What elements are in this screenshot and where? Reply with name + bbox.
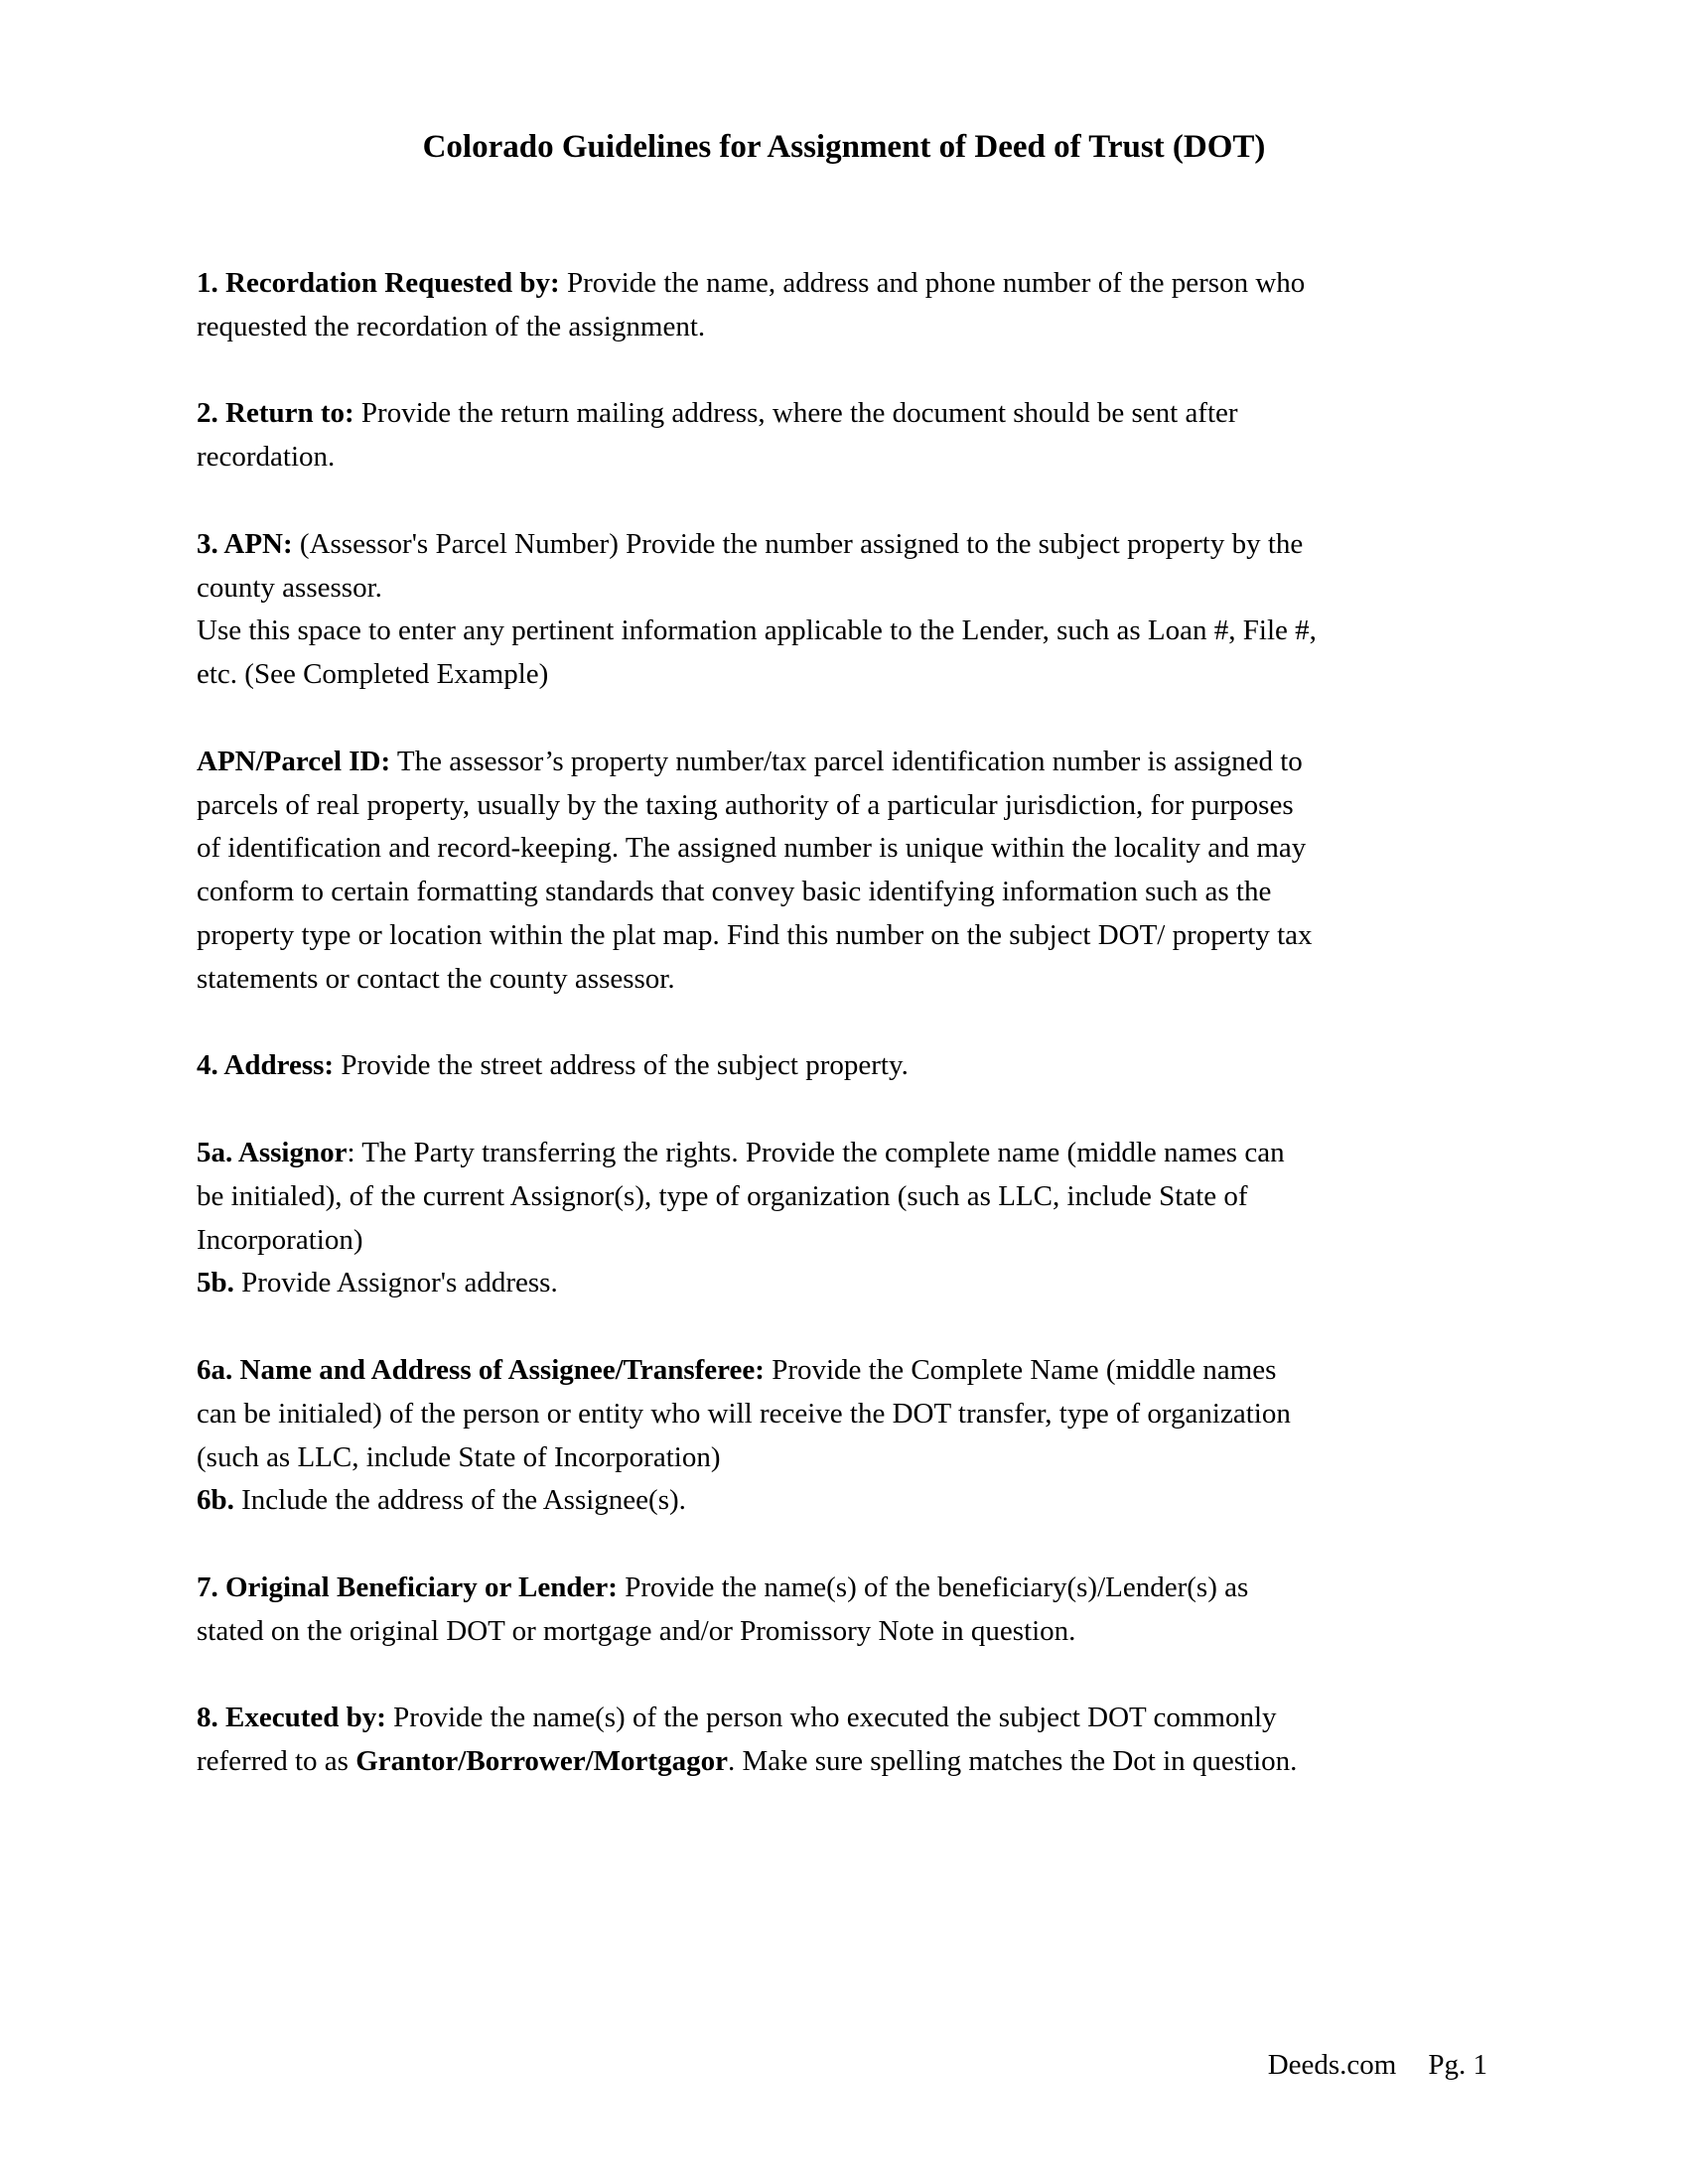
text-line bbox=[197, 1479, 1497, 1523]
body-text: (such as LLC, include State of Incorporation) bbox=[197, 1440, 721, 1473]
body-text: county assessor. bbox=[197, 571, 382, 604]
body-text: The assessor’s property number/tax parcel identification number is assigned to bbox=[390, 745, 1303, 777]
text-line bbox=[197, 1436, 1497, 1480]
bold-label: 2. Return to: bbox=[197, 397, 354, 430]
bold-label: 5b. bbox=[197, 1267, 234, 1299]
bold-label: 7. Original Beneficiary or Lender: bbox=[197, 1570, 618, 1603]
body-text: Provide the Complete Name (middle names bbox=[764, 1353, 1277, 1386]
text-line bbox=[197, 1349, 1497, 1393]
text-line bbox=[197, 827, 1497, 871]
bold-label: 6b. bbox=[197, 1484, 234, 1517]
text-line bbox=[197, 1175, 1497, 1219]
body-text: of identification and record-keeping. The assigned number is unique within the locality and may bbox=[197, 832, 1307, 865]
body-text: statements or contact the county assessor. bbox=[197, 962, 675, 995]
body-text: Incorporation) bbox=[197, 1223, 363, 1256]
section-original-beneficiary bbox=[197, 1567, 1497, 1654]
bold-label: 4. Address: bbox=[197, 1049, 335, 1082]
body-text: Provide the name, address and phone number of the person who bbox=[559, 267, 1306, 299]
text-line bbox=[197, 523, 1497, 567]
section-address bbox=[197, 1044, 1497, 1088]
text-line bbox=[197, 1044, 1497, 1088]
body-text: stated on the original DOT or mortgage and/or Promissory Note in question. bbox=[197, 1614, 1076, 1647]
document-body bbox=[197, 262, 1497, 1828]
text-line bbox=[197, 914, 1497, 958]
body-text: property type or location within the plat map. Find this number on the subject DOT/ property tax bbox=[197, 918, 1313, 951]
text-line bbox=[197, 1262, 1497, 1305]
section-assignee bbox=[197, 1349, 1497, 1523]
body-text: be initialed), of the current Assignor(s), type of organization (such as LLC, include State of bbox=[197, 1179, 1248, 1212]
text-line bbox=[197, 1567, 1497, 1610]
text-line bbox=[197, 1219, 1497, 1263]
text-line bbox=[197, 306, 1497, 349]
body-text: referred to as bbox=[197, 1745, 356, 1778]
body-text: etc. (See Completed Example) bbox=[197, 658, 549, 691]
bold-label: 6a. Name and Address of Assignee/Transferee: bbox=[197, 1353, 765, 1386]
body-text: Provide the return mailing address, where the document should be sent after bbox=[353, 397, 1238, 430]
body-text: Provide the street address of the subject property. bbox=[334, 1049, 909, 1082]
text-line bbox=[197, 871, 1497, 914]
page-footer bbox=[1268, 2047, 1487, 2083]
section-apn bbox=[197, 523, 1497, 697]
bold-label: 3. APN: bbox=[197, 527, 293, 560]
body-text: . Make sure spelling matches the Dot in question. bbox=[727, 1745, 1298, 1778]
text-line bbox=[197, 784, 1497, 828]
text-line bbox=[197, 1697, 1497, 1740]
text-line bbox=[197, 653, 1497, 697]
text-line bbox=[197, 1610, 1497, 1654]
section-return-to bbox=[197, 392, 1497, 479]
section-assignor bbox=[197, 1132, 1497, 1305]
body-text: Provide the name(s) of the beneficiary(s)/Lender(s) as bbox=[617, 1570, 1249, 1603]
text-line bbox=[197, 741, 1497, 784]
text-line bbox=[197, 262, 1497, 306]
text-line bbox=[197, 1132, 1497, 1175]
text-line bbox=[197, 610, 1497, 653]
section-executed-by bbox=[197, 1697, 1497, 1784]
text-line bbox=[197, 1393, 1497, 1436]
section-recordation-requested-by bbox=[197, 262, 1497, 349]
text-line bbox=[197, 392, 1497, 436]
text-line bbox=[197, 436, 1497, 479]
body-text: Provide Assignor's address. bbox=[233, 1267, 558, 1299]
bold-label: APN/Parcel ID: bbox=[197, 745, 391, 777]
body-text: Include the address of the Assignee(s). bbox=[233, 1484, 686, 1517]
body-text: can be initialed) of the person or entity who will receive the DOT transfer, type of organization bbox=[197, 1397, 1291, 1430]
section-apn-parcel-id bbox=[197, 741, 1497, 1002]
body-text: : The Party transferring the rights. Provide the complete name (middle names can bbox=[347, 1136, 1285, 1168]
text-line bbox=[197, 958, 1497, 1002]
body-text: Provide the name(s) of the person who executed the subject DOT commonly bbox=[385, 1702, 1277, 1734]
bold-label: 8. Executed by: bbox=[197, 1702, 386, 1734]
bold-label: 1. Recordation Requested by: bbox=[197, 267, 560, 299]
document-title: Colorado Guidelines for Assignment of Deed of Trust (DOT) bbox=[422, 129, 1266, 165]
text-line bbox=[197, 567, 1497, 611]
body-text: conform to certain formatting standards that convey basic identifying information such as the bbox=[197, 876, 1272, 908]
body-text: recordation. bbox=[197, 441, 336, 474]
footer-page-number: Pg. 1 bbox=[1428, 2049, 1487, 2081]
body-text: requested the recordation of the assignment. bbox=[197, 310, 706, 342]
text-line bbox=[197, 1740, 1497, 1784]
bold-label: 5a. Assignor bbox=[197, 1136, 348, 1168]
body-text: Use this space to enter any pertinent information applicable to the Lender, such as Loan #, File #, bbox=[197, 614, 1317, 647]
body-text: parcels of real property, usually by the taxing authority of a particular jurisdiction, for purposes bbox=[197, 788, 1294, 821]
bold-label: Grantor/Borrower/Mortgagor bbox=[355, 1745, 728, 1778]
body-text: (Assessor's Parcel Number) Provide the number assigned to the subject property by the bbox=[292, 527, 1304, 560]
footer-brand: Deeds.com bbox=[1267, 2049, 1397, 2081]
